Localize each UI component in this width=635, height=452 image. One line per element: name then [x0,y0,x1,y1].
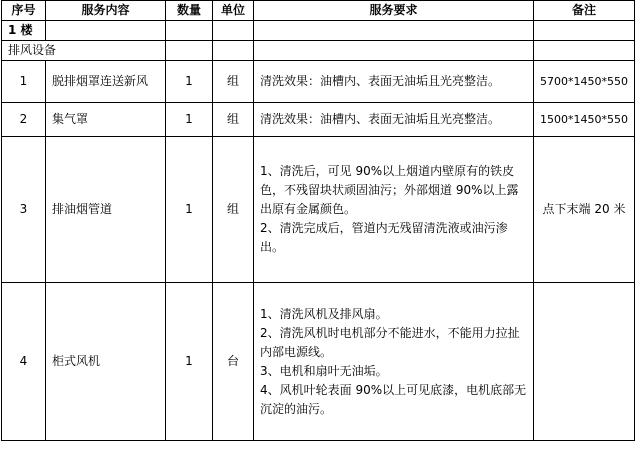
table-row [2,283,635,441]
header-row [2,1,635,21]
row-qty: 1 [166,283,213,441]
row-qty: 1 [166,61,213,103]
row-requirement [254,283,534,441]
row-note: 5700*1450*550 [534,61,635,103]
row-note: 点下末端 20 米 [534,137,635,283]
empty-cell [534,41,635,61]
header-quantity: 数量 [166,1,213,21]
service-table [1,0,635,441]
row-item: 柜式风机 [46,283,166,441]
row-qty: 1 [166,137,213,283]
empty-cell [213,41,254,61]
empty-cell [213,21,254,41]
row-requirement [254,61,534,103]
row-unit: 组 [213,103,254,137]
row-qty: 1 [166,103,213,137]
empty-cell [166,41,213,61]
row-no: 4 [2,283,46,441]
header-service-requirement: 服务要求 [254,1,534,21]
requirement-line: 1、清洗后，可见 90%以上烟道内壁原有的铁皮色，不残留块状顽固油污；外部烟道 90%以上露出原有金属颜色。 [260,164,519,216]
requirement-line: 2、清洗完成后，管道内无残留清洗液或油污渗出。 [260,221,508,254]
requirement-line: 1、清洗风机及排风扇。 [260,306,388,321]
header-service-content: 服务内容 [46,1,166,21]
row-unit: 台 [213,283,254,441]
row-item: 集气罩 [46,103,166,137]
empty-cell [254,21,534,41]
empty-cell [166,21,213,41]
section-row [2,41,635,61]
table-row [2,137,635,283]
row-requirement [254,137,534,283]
row-no: 1 [2,61,46,103]
row-item: 排油烟管道 [46,137,166,283]
requirement-line: 2、清洗风机时电机部分不能进水，不能用力拉扯内部电源线。 [260,325,520,359]
row-note: 1500*1450*550 [534,103,635,137]
requirement-line: 清洗效果：油槽内、表面无油垢且光亮整洁。 [260,112,501,126]
row-item: 脱排烟罩连送新风 [46,61,166,103]
floor-row [2,21,635,41]
row-no: 2 [2,103,46,137]
header-remark: 备注 [534,1,635,21]
header-no: 序号 [2,1,46,21]
row-unit: 组 [213,61,254,103]
header-unit: 单位 [213,1,254,21]
section-label: 排风设备 [2,41,166,61]
row-unit: 组 [213,137,254,283]
requirement-line: 3、电机和扇叶无油垢。 [260,363,388,378]
row-note [534,283,635,441]
empty-cell [46,21,166,41]
requirement-line: 清洗效果：油槽内、表面无油垢且光亮整洁。 [260,74,501,88]
requirement-line: 4、风机叶轮表面 90%以上可见底漆，电机底部无沉淀的油污。 [260,382,527,416]
table-row [2,103,635,137]
row-no: 3 [2,137,46,283]
empty-cell [534,21,635,41]
empty-cell [254,41,534,61]
row-requirement [254,103,534,137]
table-row [2,61,635,103]
floor-label: 1 楼 [2,21,46,41]
